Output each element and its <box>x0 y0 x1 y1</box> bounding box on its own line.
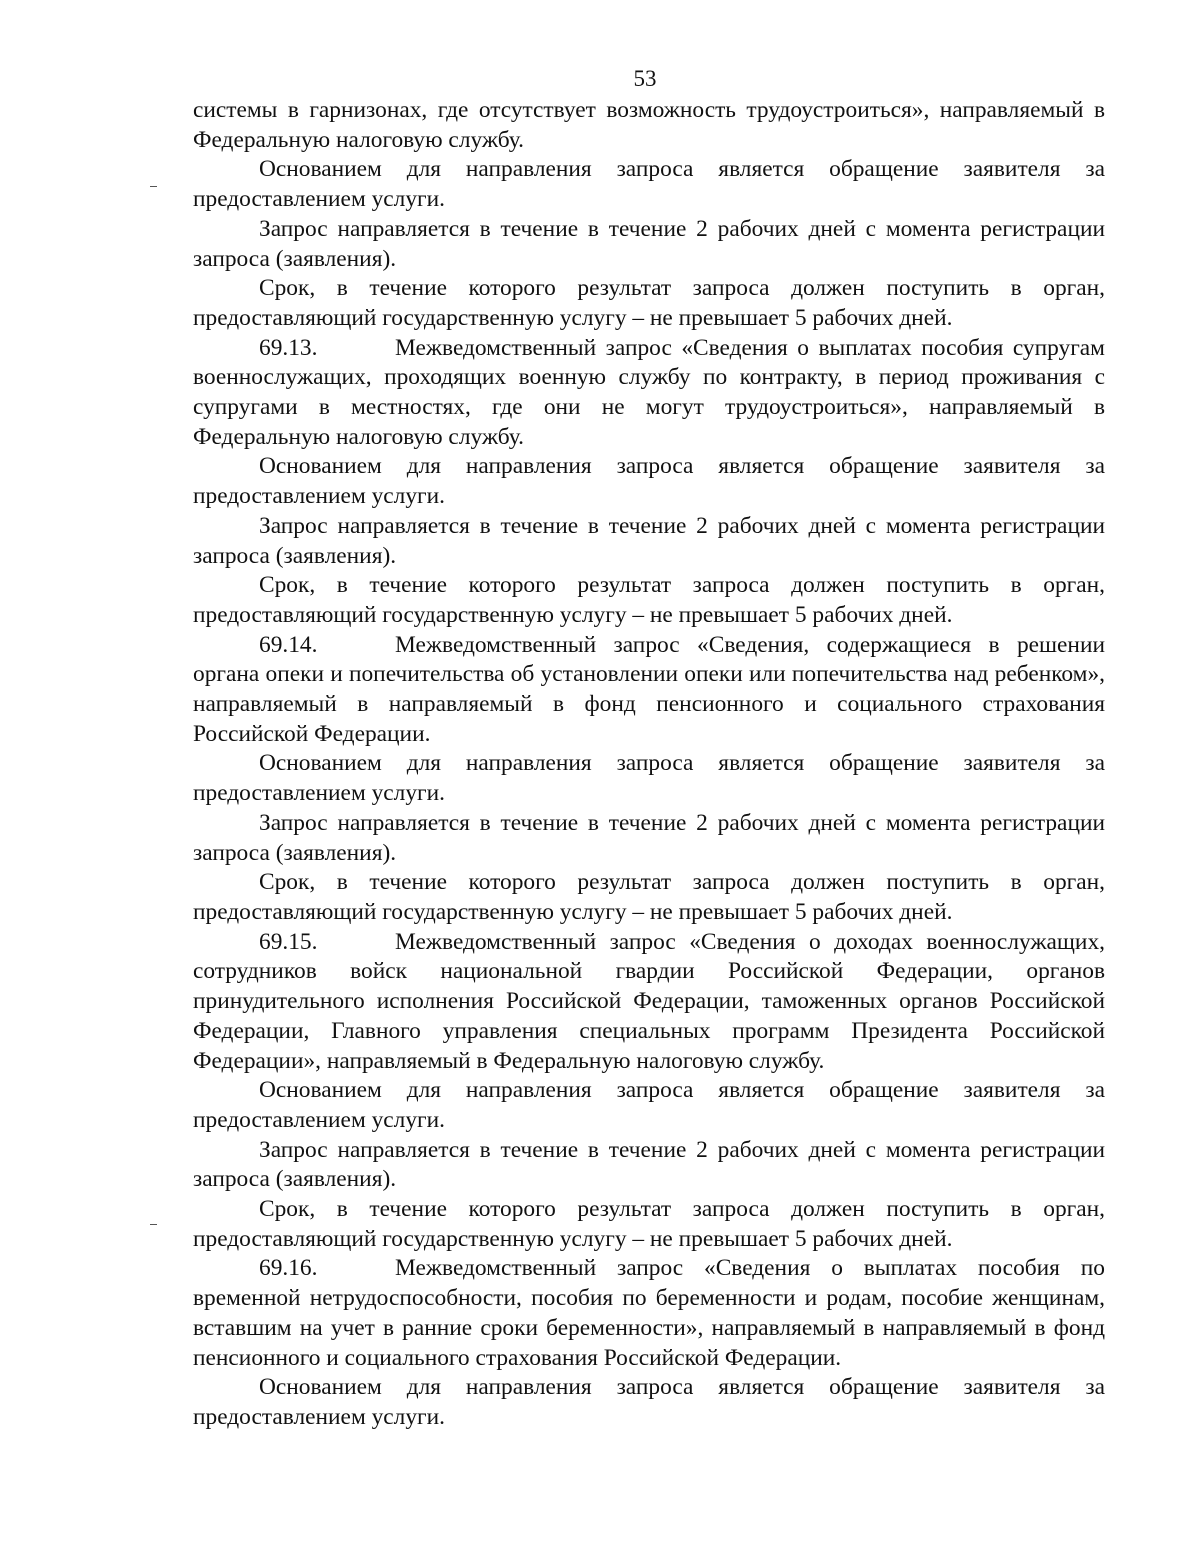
paragraph-text: Межведомственный запрос «Сведения о выплатах пособия супругам военнослужащих, проходящих военную службу по контракту, в период проживания с супругами в местностях, где они не могут трудоустроиться», направляемый в Федеральную налоговую службу. <box>193 334 1105 450</box>
paragraph <box>193 274 1105 333</box>
paragraph <box>193 809 1105 868</box>
paragraph <box>193 571 1105 630</box>
scan-mark <box>150 186 157 187</box>
paragraph <box>193 215 1105 274</box>
clause-69-15 <box>193 928 1105 1077</box>
paragraph <box>193 512 1105 571</box>
paragraph-text: системы в гарнизонах, где отсутствует возможность трудоустроиться», направляемый в Федеральную налоговую службу. <box>193 97 1105 153</box>
clause-number: 69.13. <box>259 334 318 361</box>
clause-number: 69.14. <box>259 631 318 658</box>
paragraph <box>193 155 1105 214</box>
paragraph-text: Межведомственный запрос «Сведения о доходах военнослужащих, сотрудников войск национальной гвардии Российской Федерации, органов принудительного исполнения Российской Федерации, таможенных органов Российской Федерации, Главного управления специальных программ Президента Российской Федерации», направляемый в Федеральную налоговую службу. <box>193 928 1105 1074</box>
paragraph <box>193 96 1105 155</box>
paragraph-text: Основанием для направления запроса является обращение заявителя за предоставлением услуги. <box>193 750 1105 807</box>
paragraph-text: Запрос направляется в течение в течение 2 рабочих дней с момента регистрации запроса (заявления). <box>193 809 1105 866</box>
paragraph-text: Основанием для направления запроса является обращение заявителя за предоставлением услуги. <box>193 156 1105 213</box>
clause-69-13 <box>193 334 1105 453</box>
paragraph-text: Основанием для направления запроса является обращение заявителя за предоставлением услуги. <box>193 453 1105 510</box>
paragraph-text: Межведомственный запрос «Сведения о выплатах пособия по временной нетрудоспособности, пособия по беременности и родам, пособие женщинам, вставшим на учет в ранние сроки беременности», направляемый в направляемый в фонд пенсионного и социального страхования Российской Федерации. <box>193 1255 1105 1371</box>
paragraph <box>193 1076 1105 1135</box>
paragraph <box>193 749 1105 808</box>
paragraph <box>193 1136 1105 1195</box>
paragraph-text: Межведомственный запрос «Сведения, содержащиеся в решении органа опеки и попечительства об установлении опеки или попечительства над ребенком», направляемый в направляемый в фонд пенсионного и социального страхования Российской Федерации. <box>193 631 1105 747</box>
paragraph-text: Основанием для направления запроса является обращение заявителя за предоставлением услуги. <box>193 1374 1105 1430</box>
paragraph <box>193 452 1105 511</box>
paragraph <box>193 868 1105 927</box>
paragraph-text: Срок, в течение которого результат запроса должен поступить в орган, предоставляющий государственную услугу – не превышает 5 рабочих дней. <box>193 572 1105 628</box>
clause-69-16 <box>193 1254 1105 1373</box>
document-body <box>193 96 1105 1433</box>
clause-number: 69.16. <box>259 1255 318 1282</box>
clause-69-14 <box>193 631 1105 750</box>
page-number: 53 <box>633 66 657 91</box>
paragraph <box>193 1195 1105 1254</box>
scan-mark <box>150 1224 157 1225</box>
paragraph-text: Запрос направляется в течение в течение 2 рабочих дней с момента регистрации запроса (заявления). <box>193 512 1105 569</box>
paragraph <box>193 1373 1105 1432</box>
clause-number: 69.15. <box>259 928 318 955</box>
paragraph-text: Срок, в течение которого результат запроса должен поступить в орган, предоставляющий государственную услугу – не превышает 5 рабочих дней. <box>193 275 1105 331</box>
paragraph-text: Срок, в течение которого результат запроса должен поступить в орган, предоставляющий государственную услугу – не превышает 5 рабочих дней. <box>193 869 1105 925</box>
paragraph-text: Запрос направляется в течение в течение 2 рабочих дней с момента регистрации запроса (заявления). <box>193 215 1105 272</box>
paragraph-text: Запрос направляется в течение в течение 2 рабочих дней с момента регистрации запроса (заявления). <box>193 1136 1105 1193</box>
paragraph-text: Основанием для направления запроса является обращение заявителя за предоставлением услуги. <box>193 1077 1105 1133</box>
paragraph-text: Срок, в течение которого результат запроса должен поступить в орган, предоставляющий государственную услугу – не превышает 5 рабочих дней. <box>193 1196 1105 1252</box>
